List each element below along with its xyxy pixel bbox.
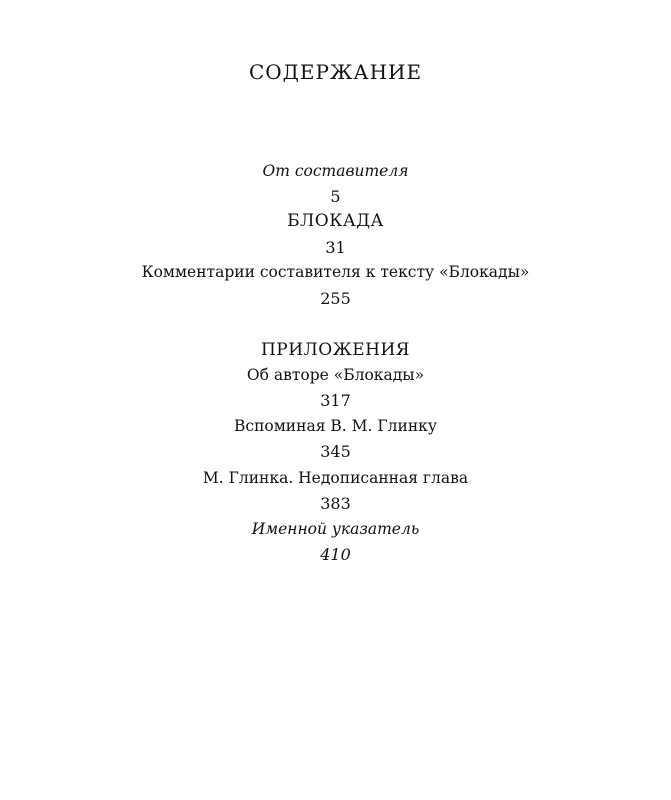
toc-entry-page: 5 — [330, 187, 341, 206]
toc-entry-title[interactable]: Об авторе «Блокады» — [246, 366, 425, 384]
appendix-section-title: ПРИЛОЖЕНИЯ — [260, 340, 411, 360]
toc-entry-page: 317 — [320, 391, 351, 410]
toc-entry-page: 31 — [325, 238, 346, 257]
toc-entry-title[interactable]: Комментарии составителя к тексту «Блокады» — [141, 263, 530, 281]
page-title: СОДЕРЖАНИЕ — [248, 60, 423, 84]
toc-entry-page: 383 — [320, 494, 351, 513]
toc-entry-title[interactable]: БЛОКАДА — [287, 211, 384, 231]
toc-entry-page: 345 — [320, 442, 351, 461]
toc-entry-title[interactable]: Именной указатель — [251, 520, 420, 538]
toc-entry-title[interactable]: Вспоминая В. М. Глинку — [234, 417, 437, 435]
toc-entry-page: 410 — [320, 545, 351, 564]
toc-entry-title[interactable]: От составителя — [262, 162, 409, 180]
toc-entry-page: 255 — [320, 289, 351, 308]
toc-entry-title[interactable]: М. Глинка. Недописанная глава — [202, 469, 469, 487]
